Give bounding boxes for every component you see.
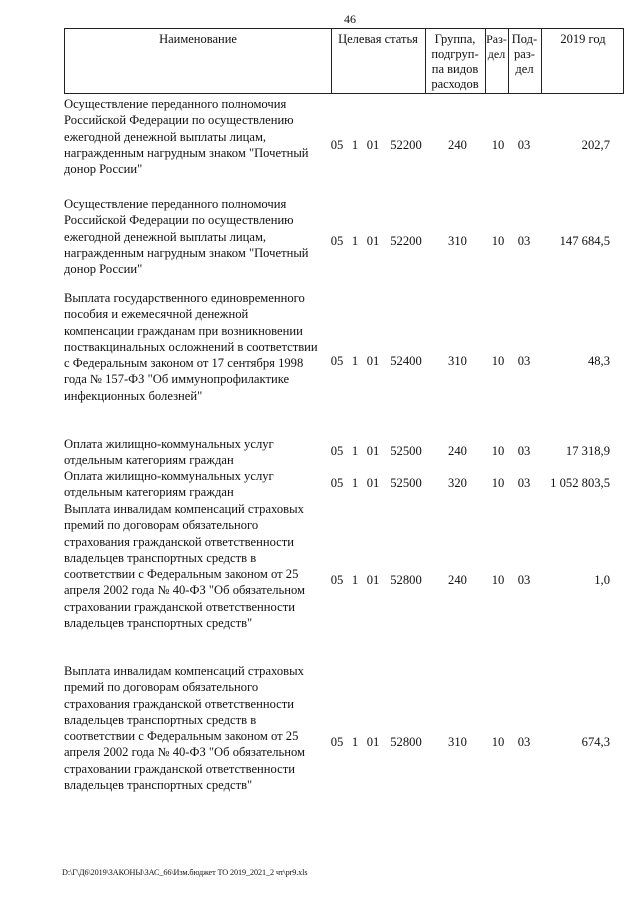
row-p1: 05 bbox=[330, 138, 344, 152]
row-name: Выплата инвалидам компенсаций страховых премий по договорам обязательного страхования гражданской ответственности владельцев транспортных средств в соответствии с Федеральным законом от 25 апреля 2002 года № 40-ФЗ "Об обязательном страховании гражданской ответственности владельцев транспортных средств" bbox=[64, 664, 306, 793]
row-group: 240 bbox=[448, 138, 467, 152]
row-name: Выплата государственного единовременного пособия и ежемесячной денежной компенсации гражданам при возникновении поствакцинальных осложнений в соответствии с Федеральным законом от 17 сентября 1998 года № 157-ФЗ "Об иммунопрофилактике инфекционных болезней" bbox=[64, 291, 318, 403]
row-group: 240 bbox=[448, 444, 467, 458]
row-group: 310 bbox=[448, 735, 467, 749]
row-subsection: 03 bbox=[517, 138, 531, 152]
row-amount: 17 318,9 bbox=[565, 444, 610, 458]
row-p3: 01 bbox=[366, 573, 380, 587]
row-section: 10 bbox=[491, 138, 505, 152]
row-subsection: 03 bbox=[517, 573, 531, 587]
row-subsection: 03 bbox=[517, 476, 531, 490]
row-p2: 1 bbox=[351, 444, 359, 458]
row-name: Выплата инвалидам компенсаций страховых премий по договорам обязательного страхования гражданской ответственности владельцев транспортных средств в соответствии с Федеральным законом от 25 апреля 2002 года № 40-ФЗ "Об обязательном страховании гражданской ответственности владельцев транспортных средств" bbox=[64, 502, 306, 631]
row-amount: 1 052 803,5 bbox=[550, 476, 610, 490]
row-name: Оплата жилищно-коммунальных услуг отдельным категориям граждан bbox=[64, 469, 274, 500]
row-group: 310 bbox=[448, 354, 467, 368]
row-p1: 05 bbox=[330, 354, 344, 368]
file-path-footer: D:\Г\Д6\2019\ЗАКОНЫ\ЗАС_66\Изм.бюджет ТО 2019_2021_2 чт\pr9.xls bbox=[62, 868, 308, 877]
row-p1: 05 bbox=[330, 234, 344, 248]
header-year: 2019 год bbox=[560, 32, 606, 46]
table-header bbox=[64, 28, 624, 94]
row-group: 310 bbox=[448, 234, 467, 248]
row-subsection: 03 bbox=[517, 354, 531, 368]
row-subsection: 03 bbox=[517, 735, 531, 749]
header-subsection: Под- раз- дел bbox=[511, 32, 538, 76]
row-subsection: 03 bbox=[517, 444, 531, 458]
row-section: 10 bbox=[491, 735, 505, 749]
row-p3: 01 bbox=[366, 354, 380, 368]
row-p4: 52400 bbox=[390, 354, 422, 368]
row-name: Осуществление переданного полномочия Российской Федерации по осуществлению ежегодной денежной выплаты лицам, награжденным нагрудным знаком "Почетный донор России" bbox=[64, 97, 309, 177]
row-section: 10 bbox=[491, 444, 505, 458]
page-number: 46 bbox=[344, 12, 356, 26]
row-name: Оплата жилищно-коммунальных услуг отдельным категориям граждан bbox=[64, 437, 274, 468]
row-p3: 01 bbox=[366, 444, 380, 458]
row-group: 240 bbox=[448, 573, 467, 587]
row-p4: 52800 bbox=[390, 735, 422, 749]
row-section: 10 bbox=[491, 354, 505, 368]
row-subsection: 03 bbox=[517, 234, 531, 248]
header-group: Группа, подгруп- па видов расходов bbox=[431, 32, 479, 91]
row-p1: 05 bbox=[330, 444, 344, 458]
row-p1: 05 bbox=[330, 573, 344, 587]
row-p2: 1 bbox=[351, 735, 359, 749]
header-target: Целевая статья bbox=[338, 32, 418, 46]
row-name: Осуществление переданного полномочия Российской Федерации по осуществлению ежегодной денежной выплаты лицам, награжденным нагрудным знаком "Почетный донор России" bbox=[64, 197, 309, 277]
row-amount: 202,7 bbox=[581, 138, 610, 152]
row-p2: 1 bbox=[351, 234, 359, 248]
row-group: 320 bbox=[448, 476, 467, 490]
row-amount: 674,3 bbox=[581, 735, 610, 749]
row-p2: 1 bbox=[351, 354, 359, 368]
row-p2: 1 bbox=[351, 573, 359, 587]
row-p4: 52500 bbox=[390, 444, 422, 458]
header-section: Раз- дел bbox=[486, 32, 507, 61]
row-p4: 52200 bbox=[390, 138, 422, 152]
row-p3: 01 bbox=[366, 735, 380, 749]
row-p2: 1 bbox=[351, 476, 359, 490]
row-amount: 147 684,5 bbox=[559, 234, 610, 248]
row-p3: 01 bbox=[366, 476, 380, 490]
row-section: 10 bbox=[491, 573, 505, 587]
row-p3: 01 bbox=[366, 138, 380, 152]
row-p4: 52500 bbox=[390, 476, 422, 490]
row-p2: 1 bbox=[351, 138, 359, 152]
row-p3: 01 bbox=[366, 234, 380, 248]
row-amount: 48,3 bbox=[587, 354, 610, 368]
row-amount: 1,0 bbox=[594, 573, 610, 587]
row-p1: 05 bbox=[330, 735, 344, 749]
row-p4: 52200 bbox=[390, 234, 422, 248]
row-p4: 52800 bbox=[390, 573, 422, 587]
row-p1: 05 bbox=[330, 476, 344, 490]
row-section: 10 bbox=[491, 234, 505, 248]
header-name: Наименование bbox=[159, 32, 237, 46]
row-section: 10 bbox=[491, 476, 505, 490]
